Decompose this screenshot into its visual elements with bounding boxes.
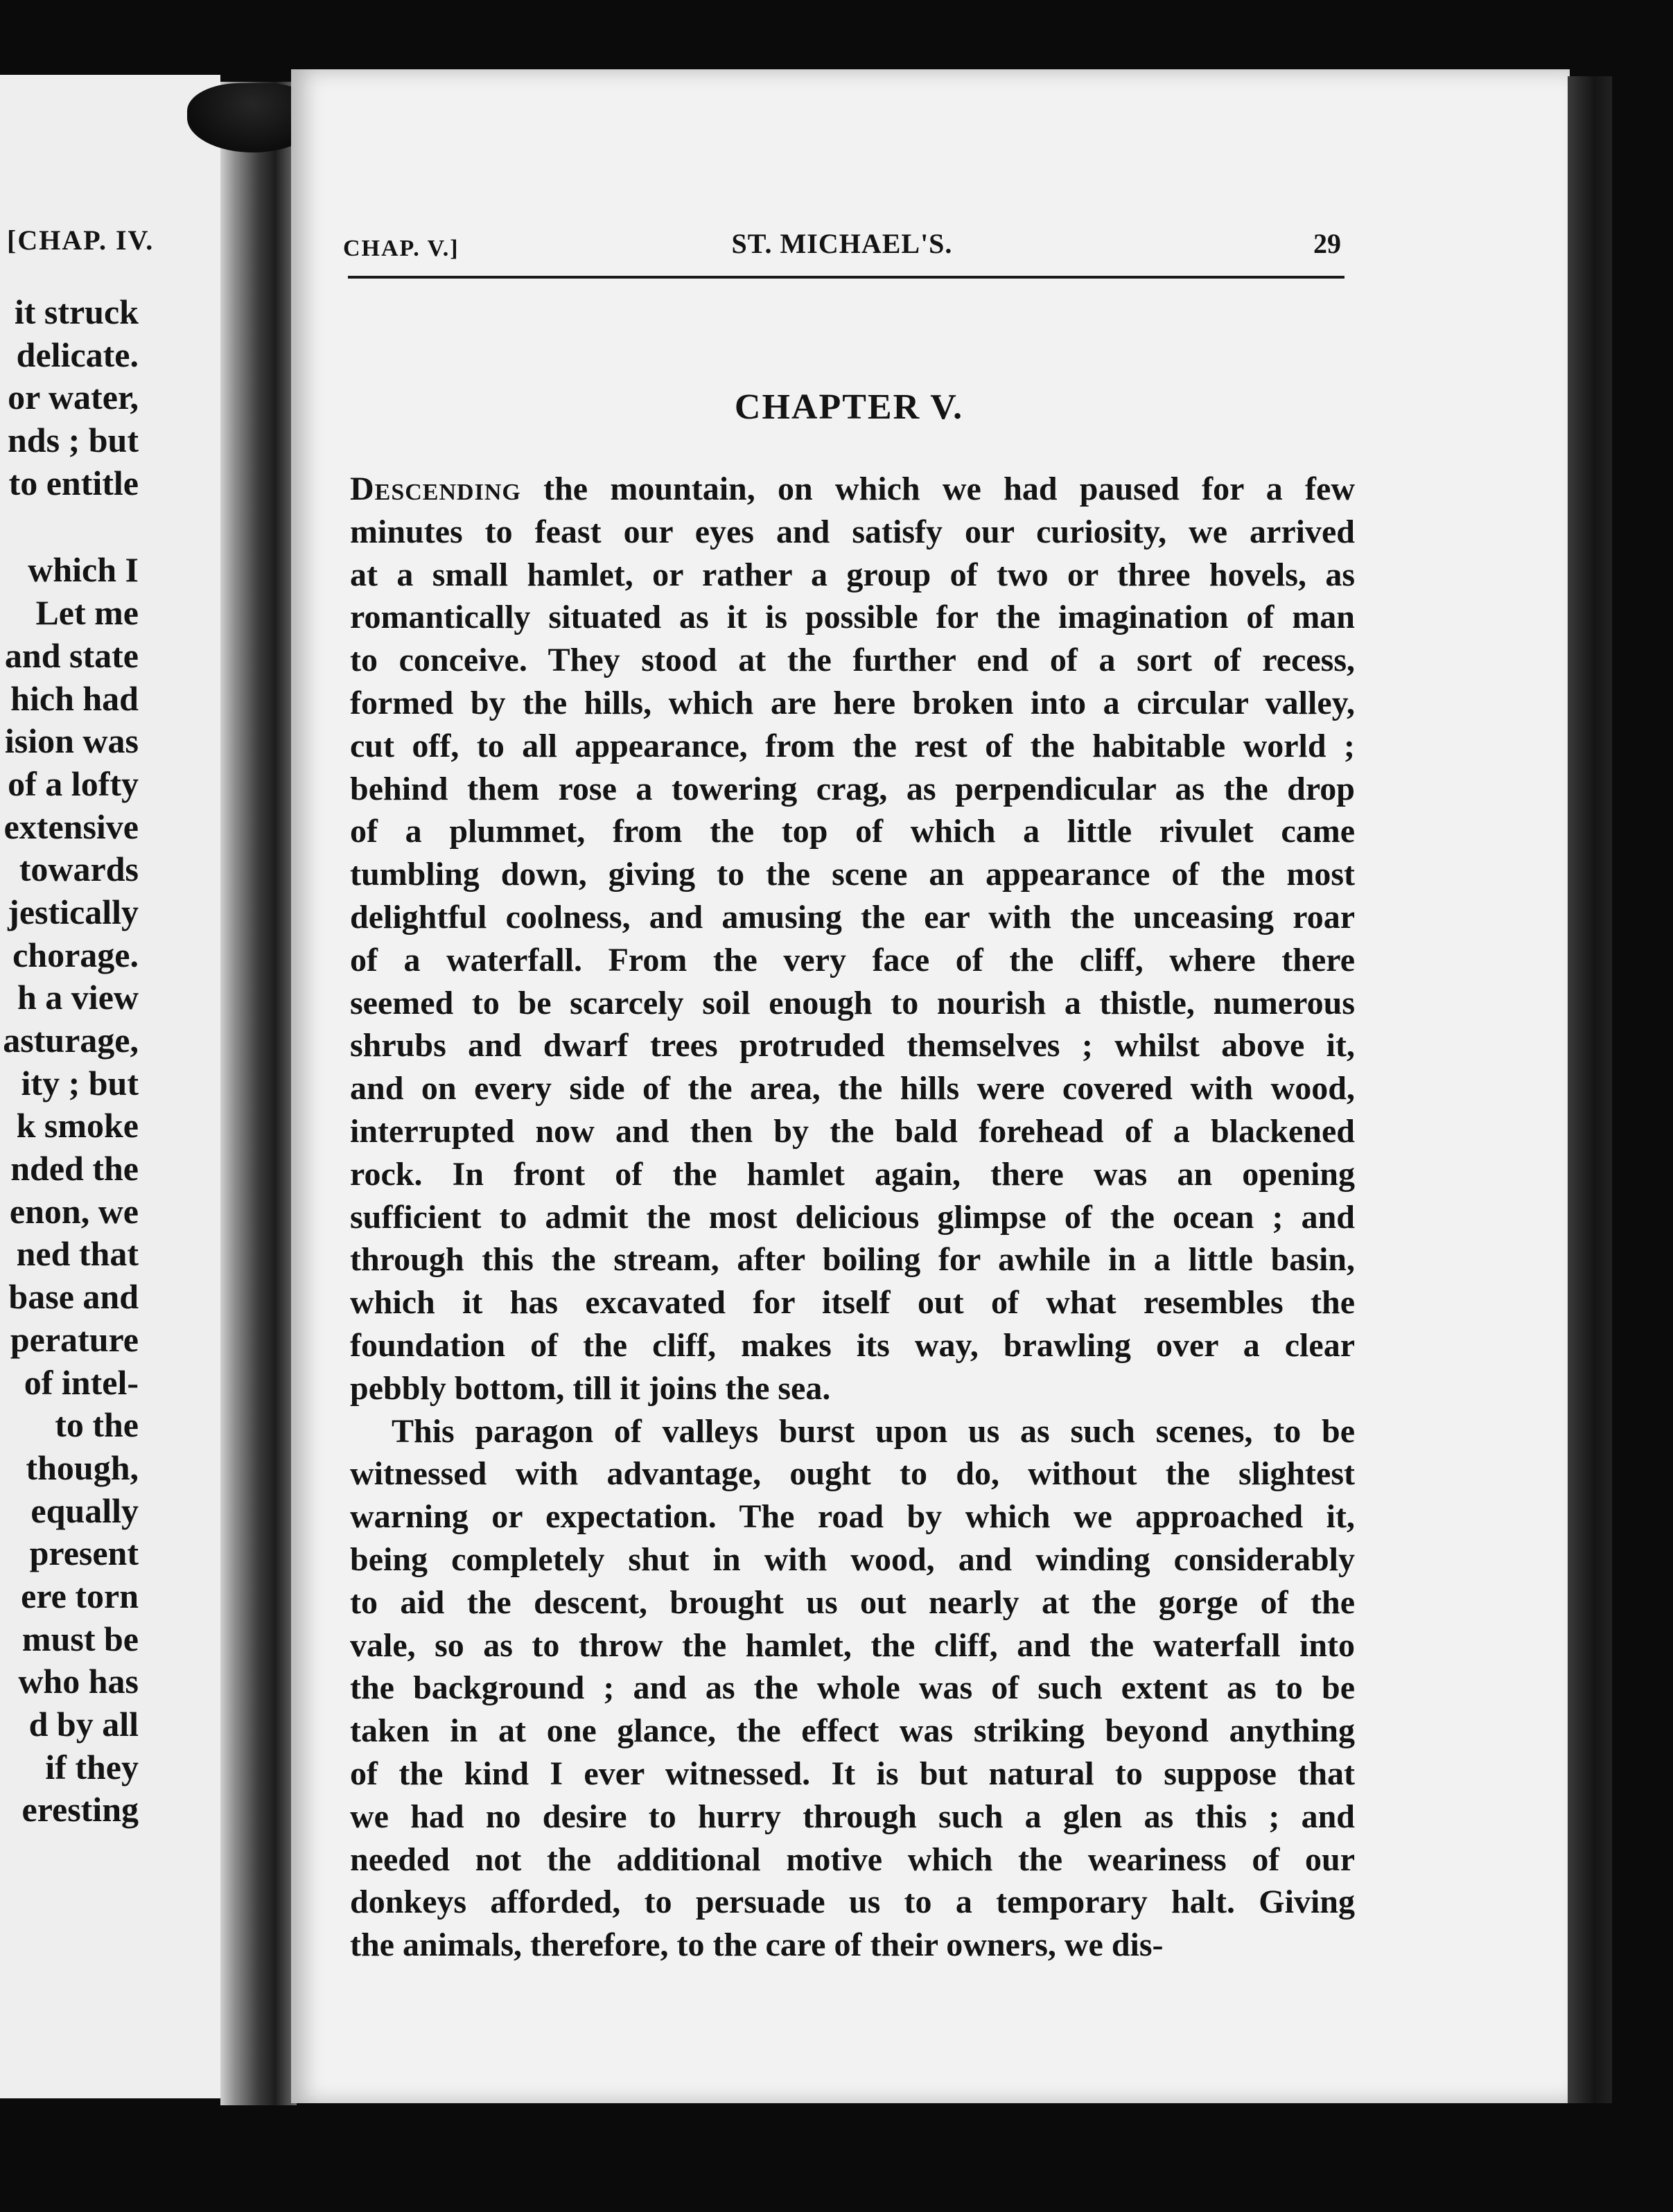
text-line: minutes to feast our eyes and satisfy our curiosity, we arrived (350, 513, 1355, 550)
running-head-title: ST. MICHAEL'S. (731, 228, 953, 259)
left-page-line: and state (4, 635, 139, 675)
text-line: being completely shut in with wood, and winding considerably (350, 1540, 1355, 1578)
text-line: formed by the hills, which are here broken into a circular valley, (350, 684, 1355, 721)
left-page-line: it struck (14, 292, 139, 331)
text-line: donkeys afforded, to persuade us to a temporary halt. Giving (350, 1884, 1355, 1921)
text-line: at a small hamlet, or rather a group of two or three hovels, as (350, 556, 1355, 593)
left-page-line: eresting (21, 1790, 139, 1829)
text-line: the background ; and as the whole was of such extent as to be (350, 1669, 1355, 1707)
left-page-line: h a view (17, 978, 139, 1017)
text-line: of a waterfall. From the very face of the cliff, where there (350, 941, 1355, 978)
text-line: the animals, therefore, to the care of their owners, we dis- (350, 1926, 1164, 1964)
left-facing-page (0, 75, 220, 2098)
running-head-chapter: CHAP. V.] (343, 236, 459, 261)
body-text (350, 468, 1355, 1967)
left-page-line: perature (10, 1319, 139, 1359)
text-line: romantically situated as it is possible for the imagination of man (350, 599, 1355, 636)
text-line: shrubs and dwarf trees protruded themselves ; whilst above it, (350, 1027, 1355, 1064)
text-line: delightful coolness, and amusing the ear with the unceasing roar (350, 898, 1355, 936)
left-page-line: to entitle (8, 463, 139, 502)
text-line: cut off, to all appearance, from the rest of the habitable world ; (350, 727, 1355, 764)
text-line: through this the stream, after boiling for awhile in a little basin, (350, 1241, 1355, 1279)
left-page-line (0, 504, 139, 549)
running-head (343, 227, 1341, 269)
left-page-line: nds ; but (8, 421, 139, 460)
text-line: behind them rose a towering crag, as perpendicular as the drop (350, 770, 1355, 807)
left-page-line: delicate. (16, 335, 139, 374)
left-page-line: ision was (4, 721, 139, 761)
text-line: taken in at one glance, the effect was striking beyond anything (350, 1712, 1355, 1750)
left-page-line: ned that (16, 1234, 139, 1274)
left-page-line: of a lofty (8, 764, 139, 803)
text-line: of the kind I ever witnessed. It is but natural to suppose that (350, 1755, 1355, 1792)
text-line: needed not the additional motive which the weariness of our (350, 1841, 1355, 1878)
text-line: vale, so as to throw the hamlet, the cliff, and the waterfall into (350, 1626, 1355, 1664)
text-line: sufficient to admit the most delicious glimpse of the ocean ; and (350, 1198, 1355, 1236)
text-line: witnessed with advantage, ought to do, without the slightest (350, 1455, 1355, 1493)
left-page-line: must be (21, 1619, 139, 1658)
text-line: and on every side of the area, the hills were covered with wood, (350, 1070, 1355, 1107)
left-page-line: ere torn (21, 1576, 139, 1615)
left-page-line: equally (30, 1491, 139, 1530)
text-line: warning or expectation. The road by which we approached it, (350, 1498, 1355, 1536)
left-page-line: chorage. (12, 935, 139, 974)
text-line: pebbly bottom, till it joins the sea. (350, 1369, 831, 1407)
text-line: seemed to be scarcely soil enough to nourish a thistle, numerous (350, 984, 1355, 1021)
chapter-heading: CHAPTER V. (734, 387, 964, 427)
left-page-line: though, (26, 1448, 139, 1487)
text-line: tumbling down, giving to the scene an appearance of the most (350, 856, 1355, 893)
header-rule (348, 276, 1344, 279)
left-page-line: k smoke (16, 1106, 139, 1146)
left-page-line: d by all (28, 1705, 139, 1744)
left-page-line: ity ; but (21, 1063, 139, 1103)
left-page-line: extensive (3, 807, 139, 846)
left-page-line: present (29, 1534, 139, 1573)
left-page-line: jestically (8, 892, 139, 931)
text-line: foundation of the cliff, makes its way, brawling over a clear (350, 1326, 1355, 1364)
text-line: rock. In front of the hamlet again, there was an opening (350, 1155, 1355, 1193)
page-edge (1568, 76, 1612, 2103)
text-line: This paragon of valleys burst upon us as such scenes, to be (392, 1412, 1355, 1450)
left-page-line: towards (19, 850, 139, 889)
left-page-line: hich had (10, 678, 139, 718)
text-line: interrupted now and then by the bald forehead of a blackened (350, 1112, 1355, 1150)
left-page-line: if they (45, 1747, 139, 1787)
text-line: which it has excavated for itself out of what resembles the (350, 1284, 1355, 1322)
left-page-line: Let me (35, 593, 139, 633)
left-page-line: asturage, (3, 1021, 139, 1060)
text-line: to aid the descent, brought us out nearly at the gorge of the (350, 1583, 1355, 1621)
left-page-line: base and (8, 1277, 139, 1317)
left-page-line: enon, we (9, 1191, 139, 1231)
text-line: of a plummet, from the top of which a little rivulet came (350, 813, 1355, 850)
text-line: to conceive. They stood at the further end of a sort of recess, (350, 642, 1355, 679)
left-running-head: [CHAP. IV. (7, 225, 155, 256)
left-page-line: which I (28, 550, 139, 590)
page-number: 29 (1313, 228, 1341, 259)
left-page-line: nded the (10, 1149, 139, 1188)
left-page-line: to the (55, 1405, 139, 1445)
text-line: Descending the mountain, on which we had paused for a few (350, 471, 1355, 507)
left-page-line: of intel- (24, 1362, 139, 1402)
left-page-line: who has (18, 1662, 139, 1701)
left-page-text (0, 291, 139, 1832)
left-page-line: or water, (8, 378, 139, 417)
book-gutter (220, 82, 297, 2105)
text-line: we had no desire to hurry through such a glen as this ; and (350, 1798, 1355, 1835)
